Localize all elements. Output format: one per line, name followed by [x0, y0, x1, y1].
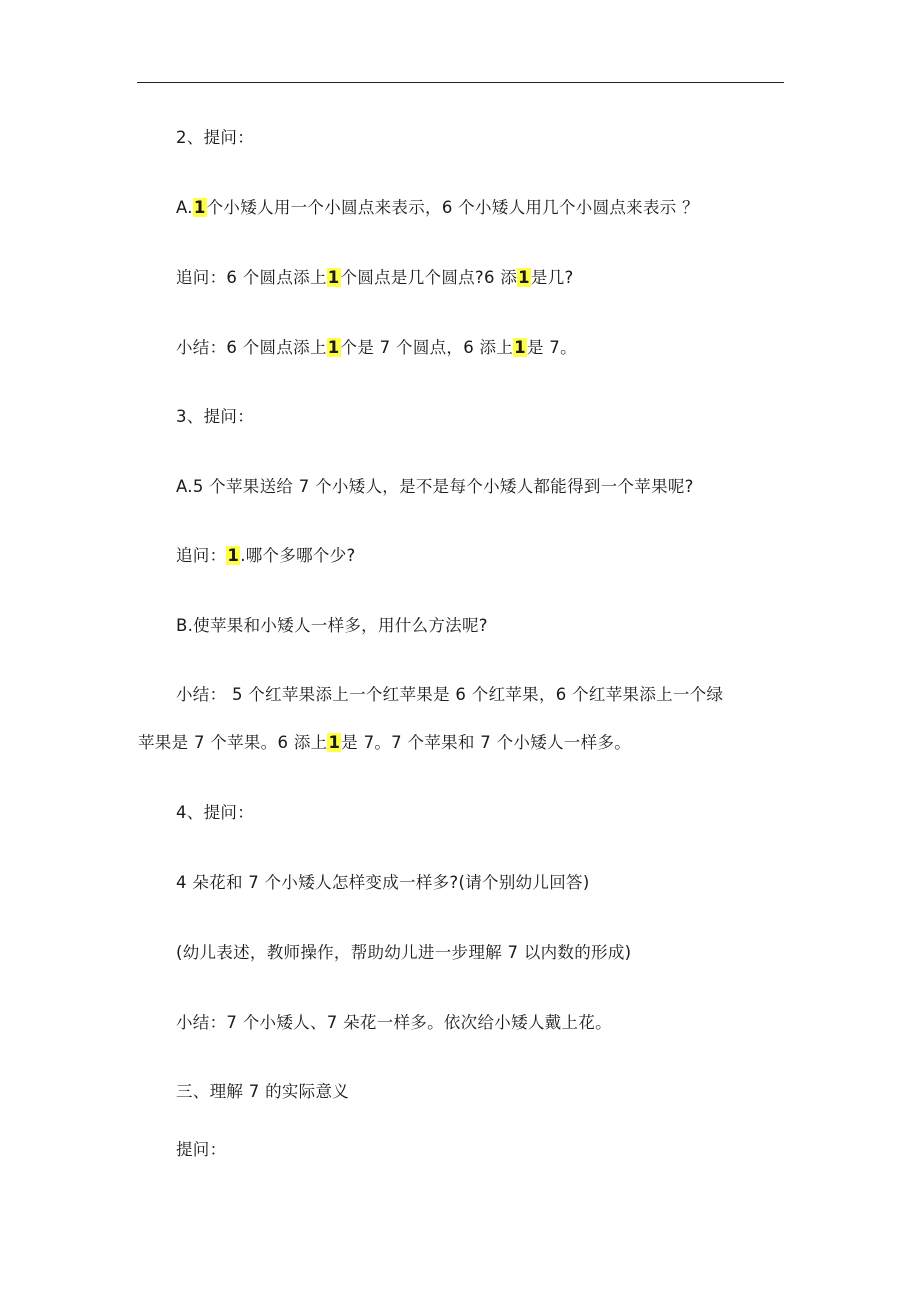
q3-summary-line1: 小结： 5 个红苹果添上一个红苹果是 6 个红苹果，6 个红苹果添上一个绿 — [176, 685, 724, 704]
q3-follow-up — [176, 546, 800, 566]
section3-question: 提问： — [176, 1140, 227, 1159]
text: 追问： — [176, 546, 227, 565]
text: 是 7。7 个苹果和 7 个小矮人一样多。 — [341, 733, 631, 752]
q4-heading: 4、提问： — [176, 803, 254, 822]
q3-heading: 3、提问： — [176, 407, 254, 426]
q3-question-a: A.5 个苹果送给 7 个小矮人，是不是每个小矮人都能得到一个苹果呢? — [176, 477, 694, 496]
q3-question-b: B.使苹果和小矮人一样多，用什么方法呢? — [176, 616, 488, 635]
q3-summary-line2 — [138, 733, 800, 753]
q2-question-a — [176, 198, 800, 218]
q2-heading: 2、提问： — [176, 128, 254, 147]
highlight-number: 1 — [327, 338, 340, 357]
highlight-number: 1 — [514, 338, 526, 357]
text: 个小矮人用一个小圆点来表示，6 个小矮人用几个小圆点来表示 ？ — [206, 198, 699, 217]
q2-summary — [176, 338, 800, 358]
text: 是几? — [530, 268, 574, 287]
highlight-number: 1 — [327, 268, 340, 287]
text: A. — [176, 198, 193, 217]
header-rule — [137, 82, 784, 83]
text: 追问：6 个圆点添上 — [176, 268, 327, 287]
q2-follow-up — [176, 268, 800, 288]
highlight-number: 1 — [328, 733, 341, 752]
q4-summary: 小结：7 个小矮人、7 朵花一样多。依次给小矮人戴上花。 — [176, 1013, 612, 1032]
highlight-number: 1 — [227, 546, 240, 565]
text: 苹果是 7 个苹果。6 添上 — [138, 733, 328, 752]
highlight-number: 1 — [518, 268, 530, 287]
q4-line1: 4 朵花和 7 个小矮人怎样变成一样多?(请个别幼儿回答) — [176, 873, 590, 892]
text: 小结：6 个圆点添上 — [176, 338, 327, 357]
text: 是 7。 — [526, 338, 577, 357]
text: .哪个多哪个少? — [240, 546, 356, 565]
text: 个是 7 个圆点，6 添上 — [340, 338, 514, 357]
q4-line2: (幼儿表述，教师操作，帮助幼儿进一步理解 7 以内数的形成) — [176, 943, 632, 962]
section3-heading: 三、理解 7 的实际意义 — [176, 1082, 350, 1101]
text: 个圆点是几个圆点?6 添 — [340, 268, 518, 287]
highlight-number: 1 — [193, 198, 206, 217]
